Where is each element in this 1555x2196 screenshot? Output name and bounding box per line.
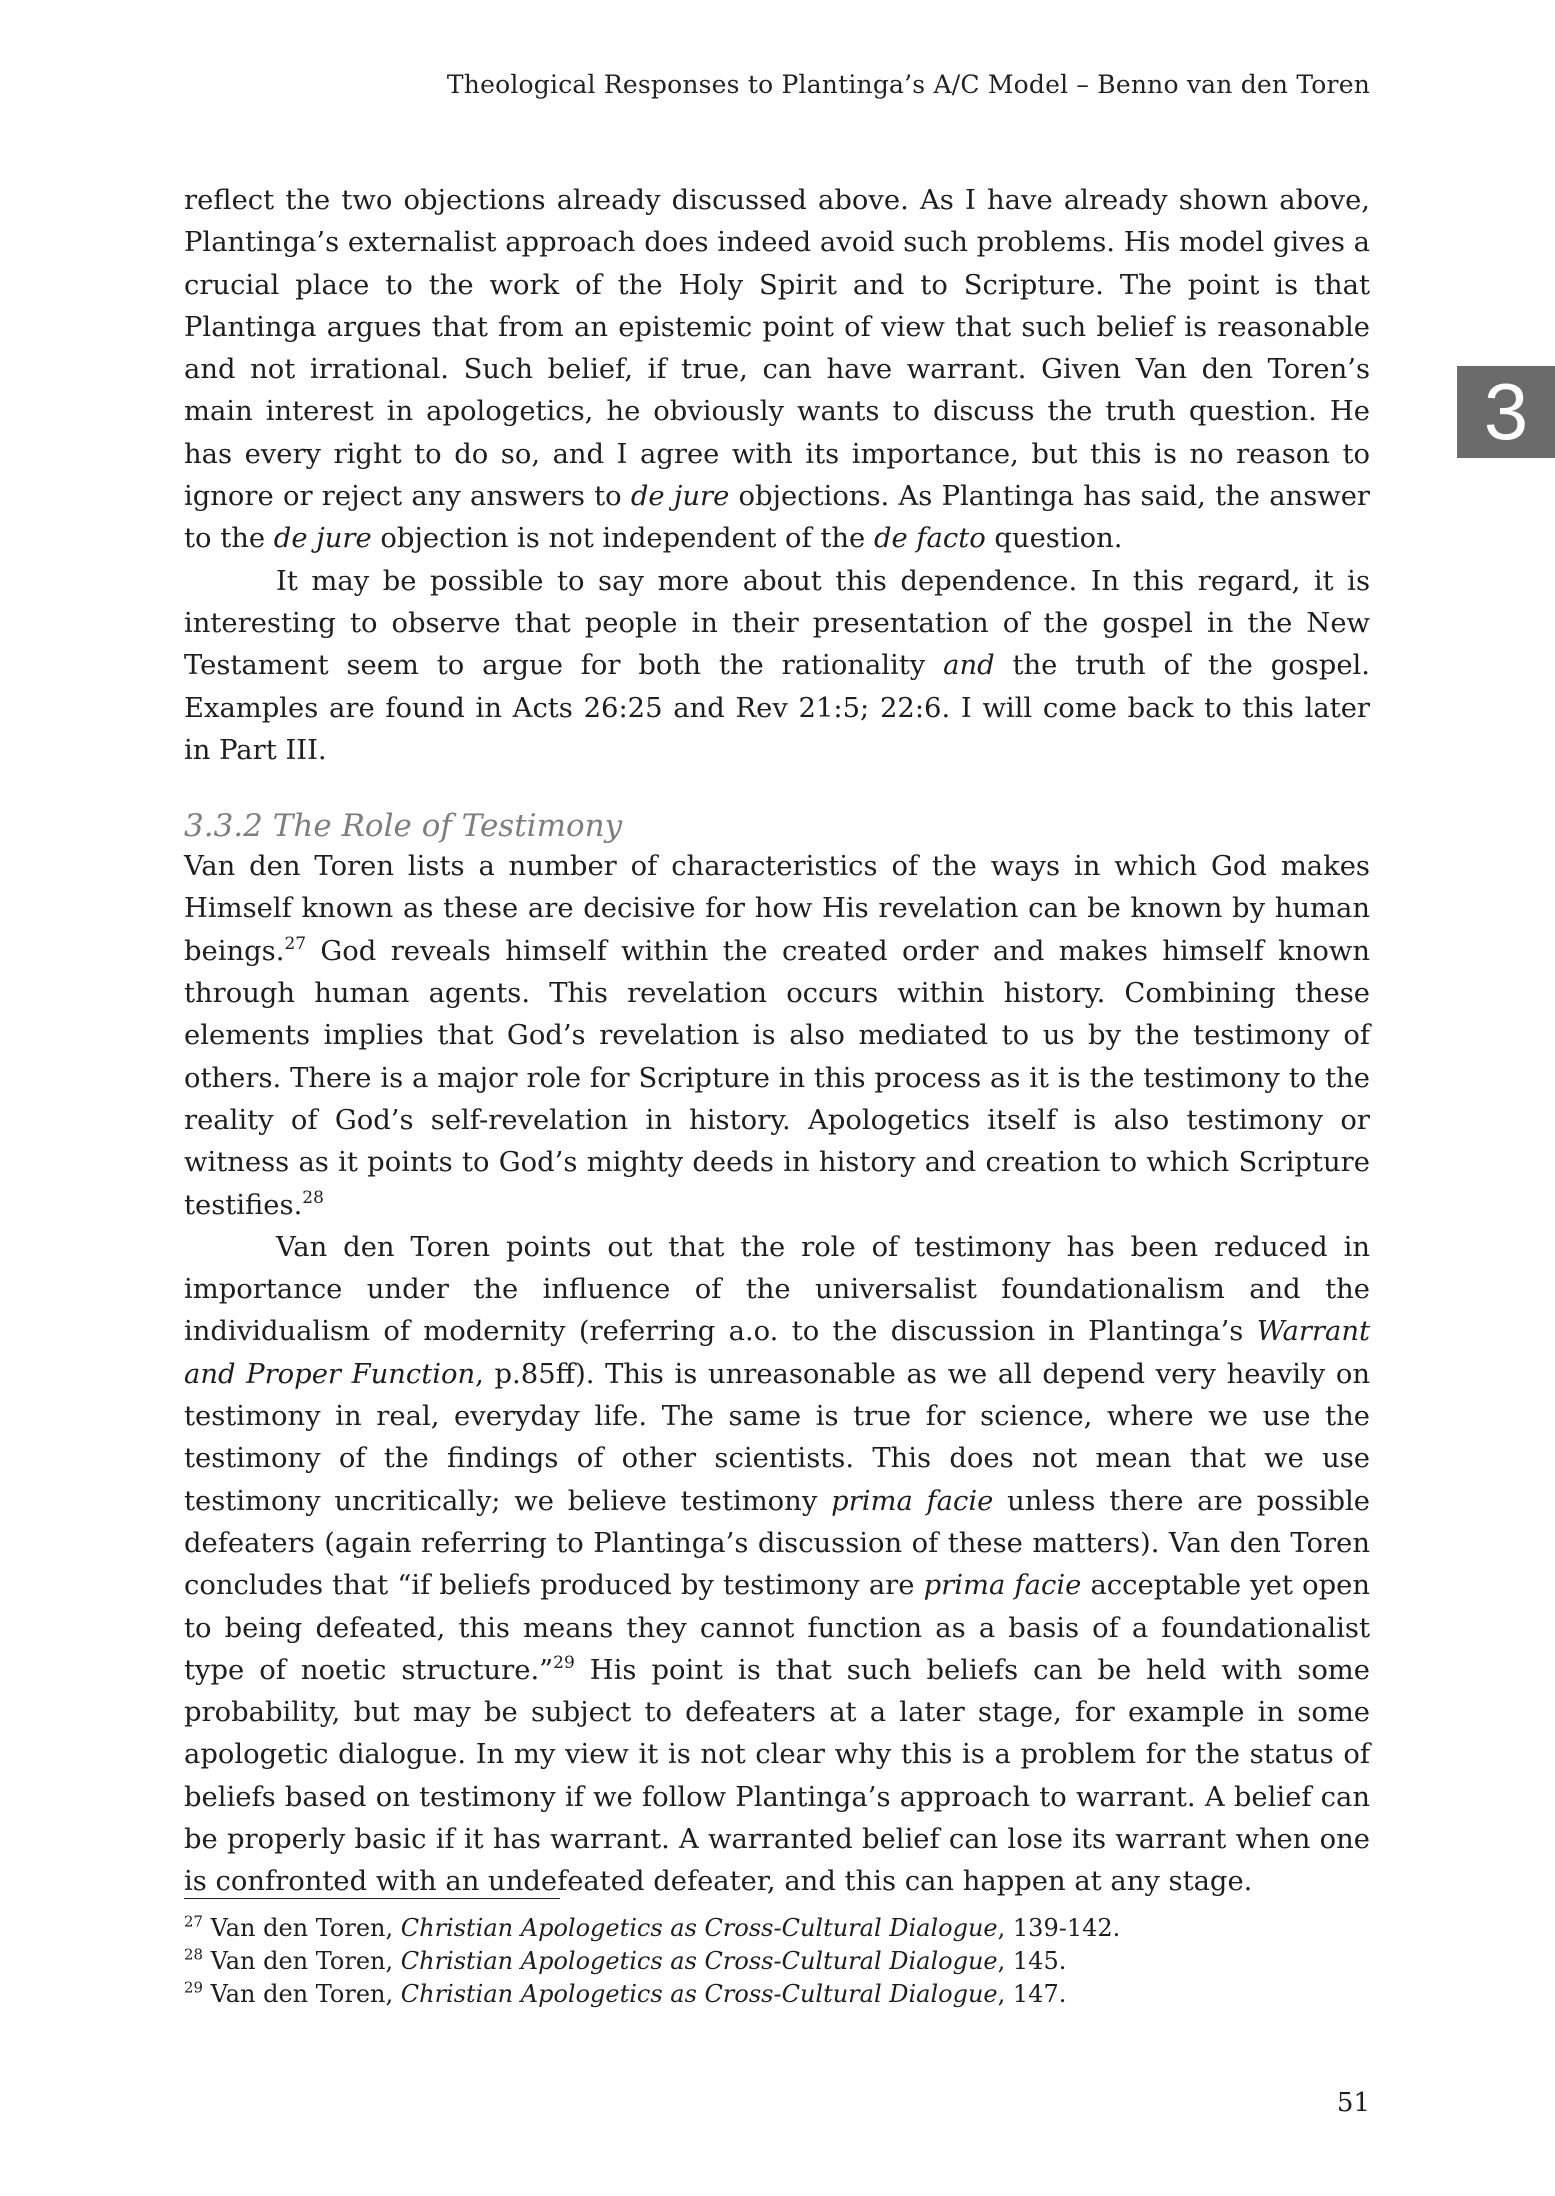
paragraph-2 bbox=[184, 561, 1370, 772]
footnotes bbox=[184, 1912, 1370, 2011]
paragraph-4-italic-1: Warrant and Proper Function bbox=[184, 1316, 1370, 1390]
footnote-title: Christian Apologetics as Cross-Cultural Dialogue bbox=[400, 1980, 998, 2008]
paragraph-1-italic-2: de jure bbox=[273, 523, 372, 555]
footnote-item bbox=[184, 1978, 1370, 2011]
footnote-divider bbox=[184, 1898, 560, 1899]
paragraph-2-text-b: the truth of the gospel. Examples are found in Acts 26:25 and Rev 21:5; 22:6. I will come back to this later in Part III. bbox=[184, 650, 1370, 766]
paragraph-4-text-e: His point is that such beliefs can be held with some probability, but may be subject to defeaters at a later stage, for example in some apologetic dialogue. In my view it is not clear why this is a problem for the status of beliefs based on testimony if we follow Plantinga’s approach to warrant. A belief can be properly basic if it has warrant. A warranted belief can lose its warrant when one is confronted with an undefeated defeater, and this can happen at any stage. bbox=[184, 1654, 1370, 1898]
paragraph-1-text-c: objection is not independent of the bbox=[371, 523, 874, 555]
footnote-ref-28[interactable]: 28 bbox=[302, 1187, 324, 1208]
paragraph-1-italic-1: de jure bbox=[630, 481, 730, 513]
paragraph-1-text-a: reflect the two objections already discussed above. As I have already shown above, Plantinga’s externalist approach does indeed avoid such problems. His model gives a crucial place to the work of the Holy Spirit and to Scripture. The point is that Plantinga argues that from an epistemic point of view that such belief is reasonable and not irrational. Such belief, if true, can have warrant. Given Van den Toren’s main interest in apologetics, he obviously wants to discuss the truth question. He has every right to do so, and I agree with its importance, but this is no reason to ignore or reject any answers to bbox=[184, 185, 1370, 513]
paragraph-3-text-a: Van den Toren lists a number of characteristics of the ways in which God makes Himself known as these are decisive for how His revelation can be known by human beings. bbox=[184, 851, 1370, 967]
paragraph-1 bbox=[184, 180, 1370, 561]
paragraph-1-text-d: question. bbox=[985, 523, 1123, 555]
body-text bbox=[184, 180, 1370, 1904]
footnote-number: 27 bbox=[184, 1912, 203, 1931]
footnote-ref-27[interactable]: 27 bbox=[284, 933, 307, 954]
footnote-author: Van den Toren, bbox=[210, 1980, 401, 2008]
footnote-item bbox=[184, 1945, 1370, 1978]
footnote-author: Van den Toren, bbox=[210, 1947, 401, 1975]
paragraph-4-text-a: Van den Toren points out that the role of testimony has been reduced in importance under the influence of the universalist foundationalism and the individualism of modernity (referring a.o. to the discussion in Plantinga’s bbox=[184, 1231, 1370, 1348]
paragraph-2-text-a: It may be possible to say more about this dependence. In this regard, it is interesting to observe that people in their presentation of the gospel in the New Testament seem to argue for both the rationality bbox=[184, 565, 1370, 682]
footnote-pages: , 145. bbox=[997, 1947, 1067, 1975]
section-heading: 3.3.2 The Role of Testimony bbox=[184, 808, 623, 845]
chapter-tab: 3 bbox=[1457, 366, 1555, 458]
running-header: Theological Responses to Plantinga’s A/C Model – Benno van den Toren bbox=[446, 70, 1370, 99]
footnote-pages: , 147. bbox=[997, 1980, 1067, 2008]
footnote-title: Christian Apologetics as Cross-Cultural Dialogue bbox=[400, 1914, 998, 1942]
footnote-title: Christian Apologetics as Cross-Cultural Dialogue bbox=[400, 1947, 998, 1975]
paragraph-3-text-b: God reveals himself within the created order and makes himself known through human agents. This revelation occurs within history. Combining these elements implies that God’s revelation is also mediated to us by the testimony of others. There is a major role for Scripture in this process as it is the testimony to the reality of God’s self-revelation in history. Apologetics itself is also testimony or witness as it points to God’s mighty deeds in history and creation to which Scripture testifies. bbox=[184, 935, 1370, 1221]
paragraph-4-text-d: acceptable yet open to being defeated, this means they cannot function as a basis of a foundationalist type of noetic structure.” bbox=[184, 1570, 1370, 1686]
paragraph-4-italic-2: prima facie bbox=[831, 1485, 994, 1517]
footnote-author: Van den Toren, bbox=[210, 1914, 401, 1942]
paragraph-2-italic-1: and bbox=[943, 650, 995, 682]
paragraph-4-text-c: unless there are possible defeaters (again referring to Plantinga’s discussion of these matters). Van den Toren concludes that “if beliefs produced by testimony are bbox=[184, 1485, 1370, 1602]
footnote-number: 29 bbox=[184, 1978, 203, 1997]
paragraph-3 bbox=[184, 846, 1370, 1227]
footnote-number: 28 bbox=[184, 1945, 203, 1964]
paragraph-1-text-b: objections. As Plantinga has said, the answer to the bbox=[184, 481, 1371, 555]
paragraph-4 bbox=[184, 1227, 1370, 1904]
paragraph-4-italic-3: prima facie bbox=[923, 1570, 1082, 1602]
paragraph-1-italic-3: de facto bbox=[873, 523, 986, 555]
page-number: 51 bbox=[1336, 2088, 1370, 2118]
footnote-item bbox=[184, 1912, 1370, 1945]
footnote-ref-29[interactable]: 29 bbox=[553, 1652, 575, 1673]
paragraph-4-text-b: , p.85ff). This is unreasonable as we all depend very heavily on testimony in real, everyday life. The same is true for science, where we use the testimony of the findings of other scientists. This does not mean that we use testimony uncritically; we believe testimony bbox=[184, 1358, 1370, 1517]
footnote-pages: , 139-142. bbox=[997, 1914, 1121, 1942]
